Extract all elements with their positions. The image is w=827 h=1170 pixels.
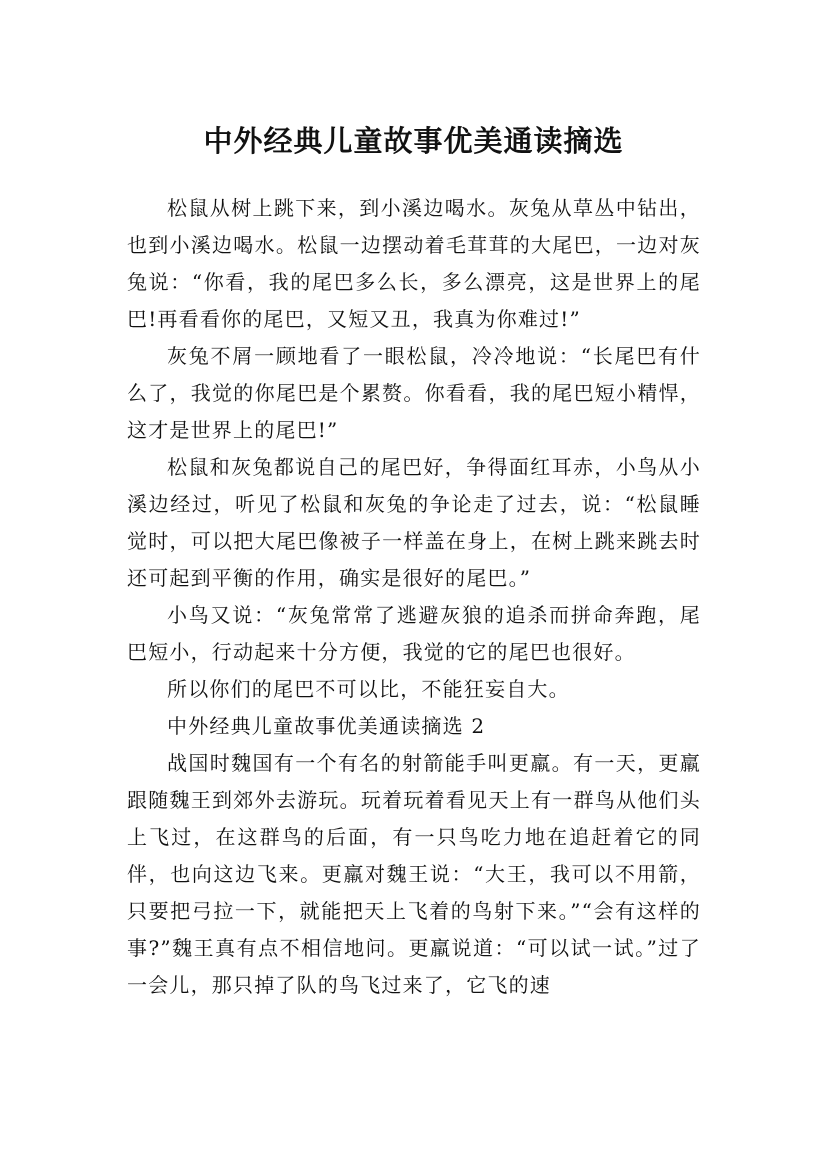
- document-body: [127, 190, 701, 1004]
- paragraph-1: 松鼠从树上跳下来，到小溪边喝水。灰兔从草丛中钻出，也到小溪边喝水。松鼠一边摆动着毛茸茸的大尾巴，一边对灰兔说：“你看，我的尾巴多么长，多么漂亮，这是世界上的尾巴!再看看你的尾巴，又短又丑，我真为你难过!”: [127, 196, 701, 331]
- section-heading-2: 中外经典儿童故事优美通读摘选 2: [167, 714, 486, 738]
- page-title: 中外经典儿童故事优美通读摘选: [203, 124, 624, 159]
- paragraph-6: 战国时魏国有一个有名的射箭能手叫更羸。有一天，更羸跟随魏王到郊外去游玩。玩着玩着看见天上有一群鸟从他们头上飞过，在这群鸟的后面，有一只鸟吃力地在追赶着它的同伴，也向这边飞来。更羸对魏王说：“大王，我可以不用箭，只要把弓拉一下，就能把天上飞着的鸟射下来。”“会有这样的事?”魏王真有点不相信地问。更羸说道：“可以试一试。”过了一会儿，那只掉了队的鸟飞过来了，它飞的速: [127, 751, 701, 997]
- paragraph-2: 灰兔不屑一顾地看了一眼松鼠，冷冷地说：“长尾巴有什么了，我觉的你尾巴是个累赘。你看看，我的尾巴短小精悍，这才是世界上的尾巴!”: [127, 344, 701, 442]
- paragraph-5: 所以你们的尾巴不可以比，不能狂妄自大。: [167, 677, 570, 701]
- paragraph-4: 小鸟又说：“灰兔常常了逃避灰狼的追杀而拼命奔跑，尾巴短小，行动起来十分方便，我觉的它的尾巴也很好。: [127, 603, 701, 664]
- paragraph-3: 松鼠和灰兔都说自己的尾巴好，争得面红耳赤，小鸟从小溪边经过，听见了松鼠和灰兔的争论走了过去，说：“松鼠睡觉时，可以把大尾巴像被子一样盖在身上，在树上跳来跳去时还可起到平衡的作用，确实是很好的尾巴。”: [127, 455, 701, 590]
